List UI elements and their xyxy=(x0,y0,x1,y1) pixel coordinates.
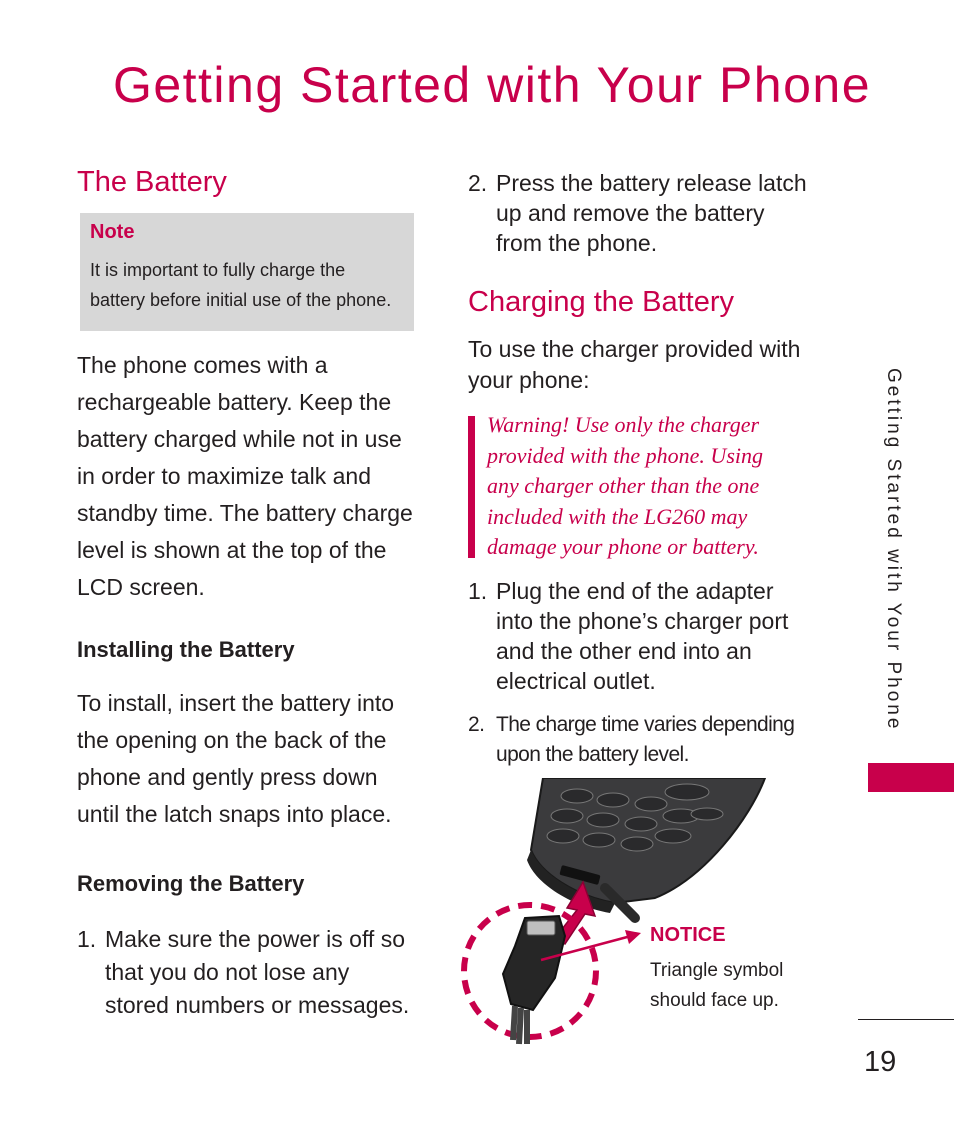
step-text xyxy=(496,168,807,258)
text-line: upon the battery level. xyxy=(496,743,689,766)
charging-step-1 xyxy=(468,576,828,698)
text-line: that you do not lose any xyxy=(105,959,350,985)
installing-text xyxy=(77,685,394,833)
text-line: Make sure the power is off so xyxy=(105,926,405,952)
text-line: stored numbers or messages. xyxy=(105,992,410,1018)
section-heading-battery: The Battery xyxy=(77,166,227,198)
step-number: 2. xyxy=(468,713,485,736)
step-text xyxy=(496,576,788,696)
subheading-installing: Installing the Battery xyxy=(77,637,295,662)
side-tab-marker xyxy=(868,763,954,792)
note-line: battery before initial use of the phone. xyxy=(90,290,392,310)
text-line: and the other end into an xyxy=(496,638,752,664)
text-line: battery charged while not in use xyxy=(77,426,402,452)
text-line: in order to maximize talk and xyxy=(77,463,372,489)
notice-text xyxy=(650,956,783,1016)
text-line: damage your phone or battery. xyxy=(487,534,759,559)
battery-intro xyxy=(77,347,413,606)
plug-cable xyxy=(513,1006,527,1044)
text-line: standby time. The battery charge xyxy=(77,500,413,526)
step-text xyxy=(496,710,794,770)
charging-step-2 xyxy=(468,710,848,772)
step-number: 2. xyxy=(468,170,488,196)
text-line: electrical outlet. xyxy=(496,668,656,694)
side-tab-label: Getting Started with Your Phone xyxy=(883,368,904,732)
text-line: from the phone. xyxy=(496,230,658,256)
text-line: Press the battery release latch xyxy=(496,170,807,196)
plug-connector xyxy=(527,921,555,935)
text-line: The charge time varies depending xyxy=(496,713,795,736)
text-line: the opening on the back of the xyxy=(77,727,387,753)
removing-step-1 xyxy=(77,923,422,1023)
text-line: rechargeable battery. Keep the xyxy=(77,389,392,415)
section-heading-charging: Charging the Battery xyxy=(468,286,734,318)
text-line: included with the LG260 may xyxy=(487,503,748,529)
text-line: phone and gently press down xyxy=(77,764,378,790)
step-text xyxy=(105,923,409,1022)
warning-bar xyxy=(468,416,475,558)
charging-intro xyxy=(468,334,800,396)
text-line: your phone: xyxy=(468,367,590,393)
text-line: provided with the phone. Using xyxy=(487,442,763,468)
step-number: 1. xyxy=(77,926,97,952)
text-line: should face up. xyxy=(650,990,779,1011)
footer-rule xyxy=(858,1019,954,1020)
text-line: To use the charger provided with xyxy=(468,336,801,362)
text-line: The phone comes with a xyxy=(77,352,328,378)
note-line: It is important to fully charge the xyxy=(90,260,346,280)
subheading-removing: Removing the Battery xyxy=(77,871,305,896)
text-line: LCD screen. xyxy=(77,574,205,600)
text-line: Triangle symbol xyxy=(650,960,784,981)
notice-arrow-icon xyxy=(625,930,641,944)
step-number: 1. xyxy=(468,578,488,604)
text-line: up and remove the battery xyxy=(496,200,765,226)
removing-step-2 xyxy=(468,168,828,260)
page-number: 19 xyxy=(864,1046,897,1078)
page-title: Getting Started with Your Phone xyxy=(112,57,872,113)
text-line: Warning! Use only the charger xyxy=(487,412,760,437)
note-box xyxy=(80,213,414,331)
text-line: into the phone’s charger port xyxy=(496,608,789,634)
warning-text xyxy=(487,410,763,563)
text-line: Plug the end of the adapter xyxy=(496,578,774,604)
note-label: Note xyxy=(90,221,135,243)
note-text xyxy=(90,255,391,315)
text-line: until the latch snaps into place. xyxy=(77,801,392,827)
text-line: any charger other than the one xyxy=(487,473,760,498)
notice-label: NOTICE xyxy=(650,924,726,946)
text-line: level is shown at the top of the xyxy=(77,537,387,563)
text-line: To install, insert the battery into xyxy=(77,690,395,716)
